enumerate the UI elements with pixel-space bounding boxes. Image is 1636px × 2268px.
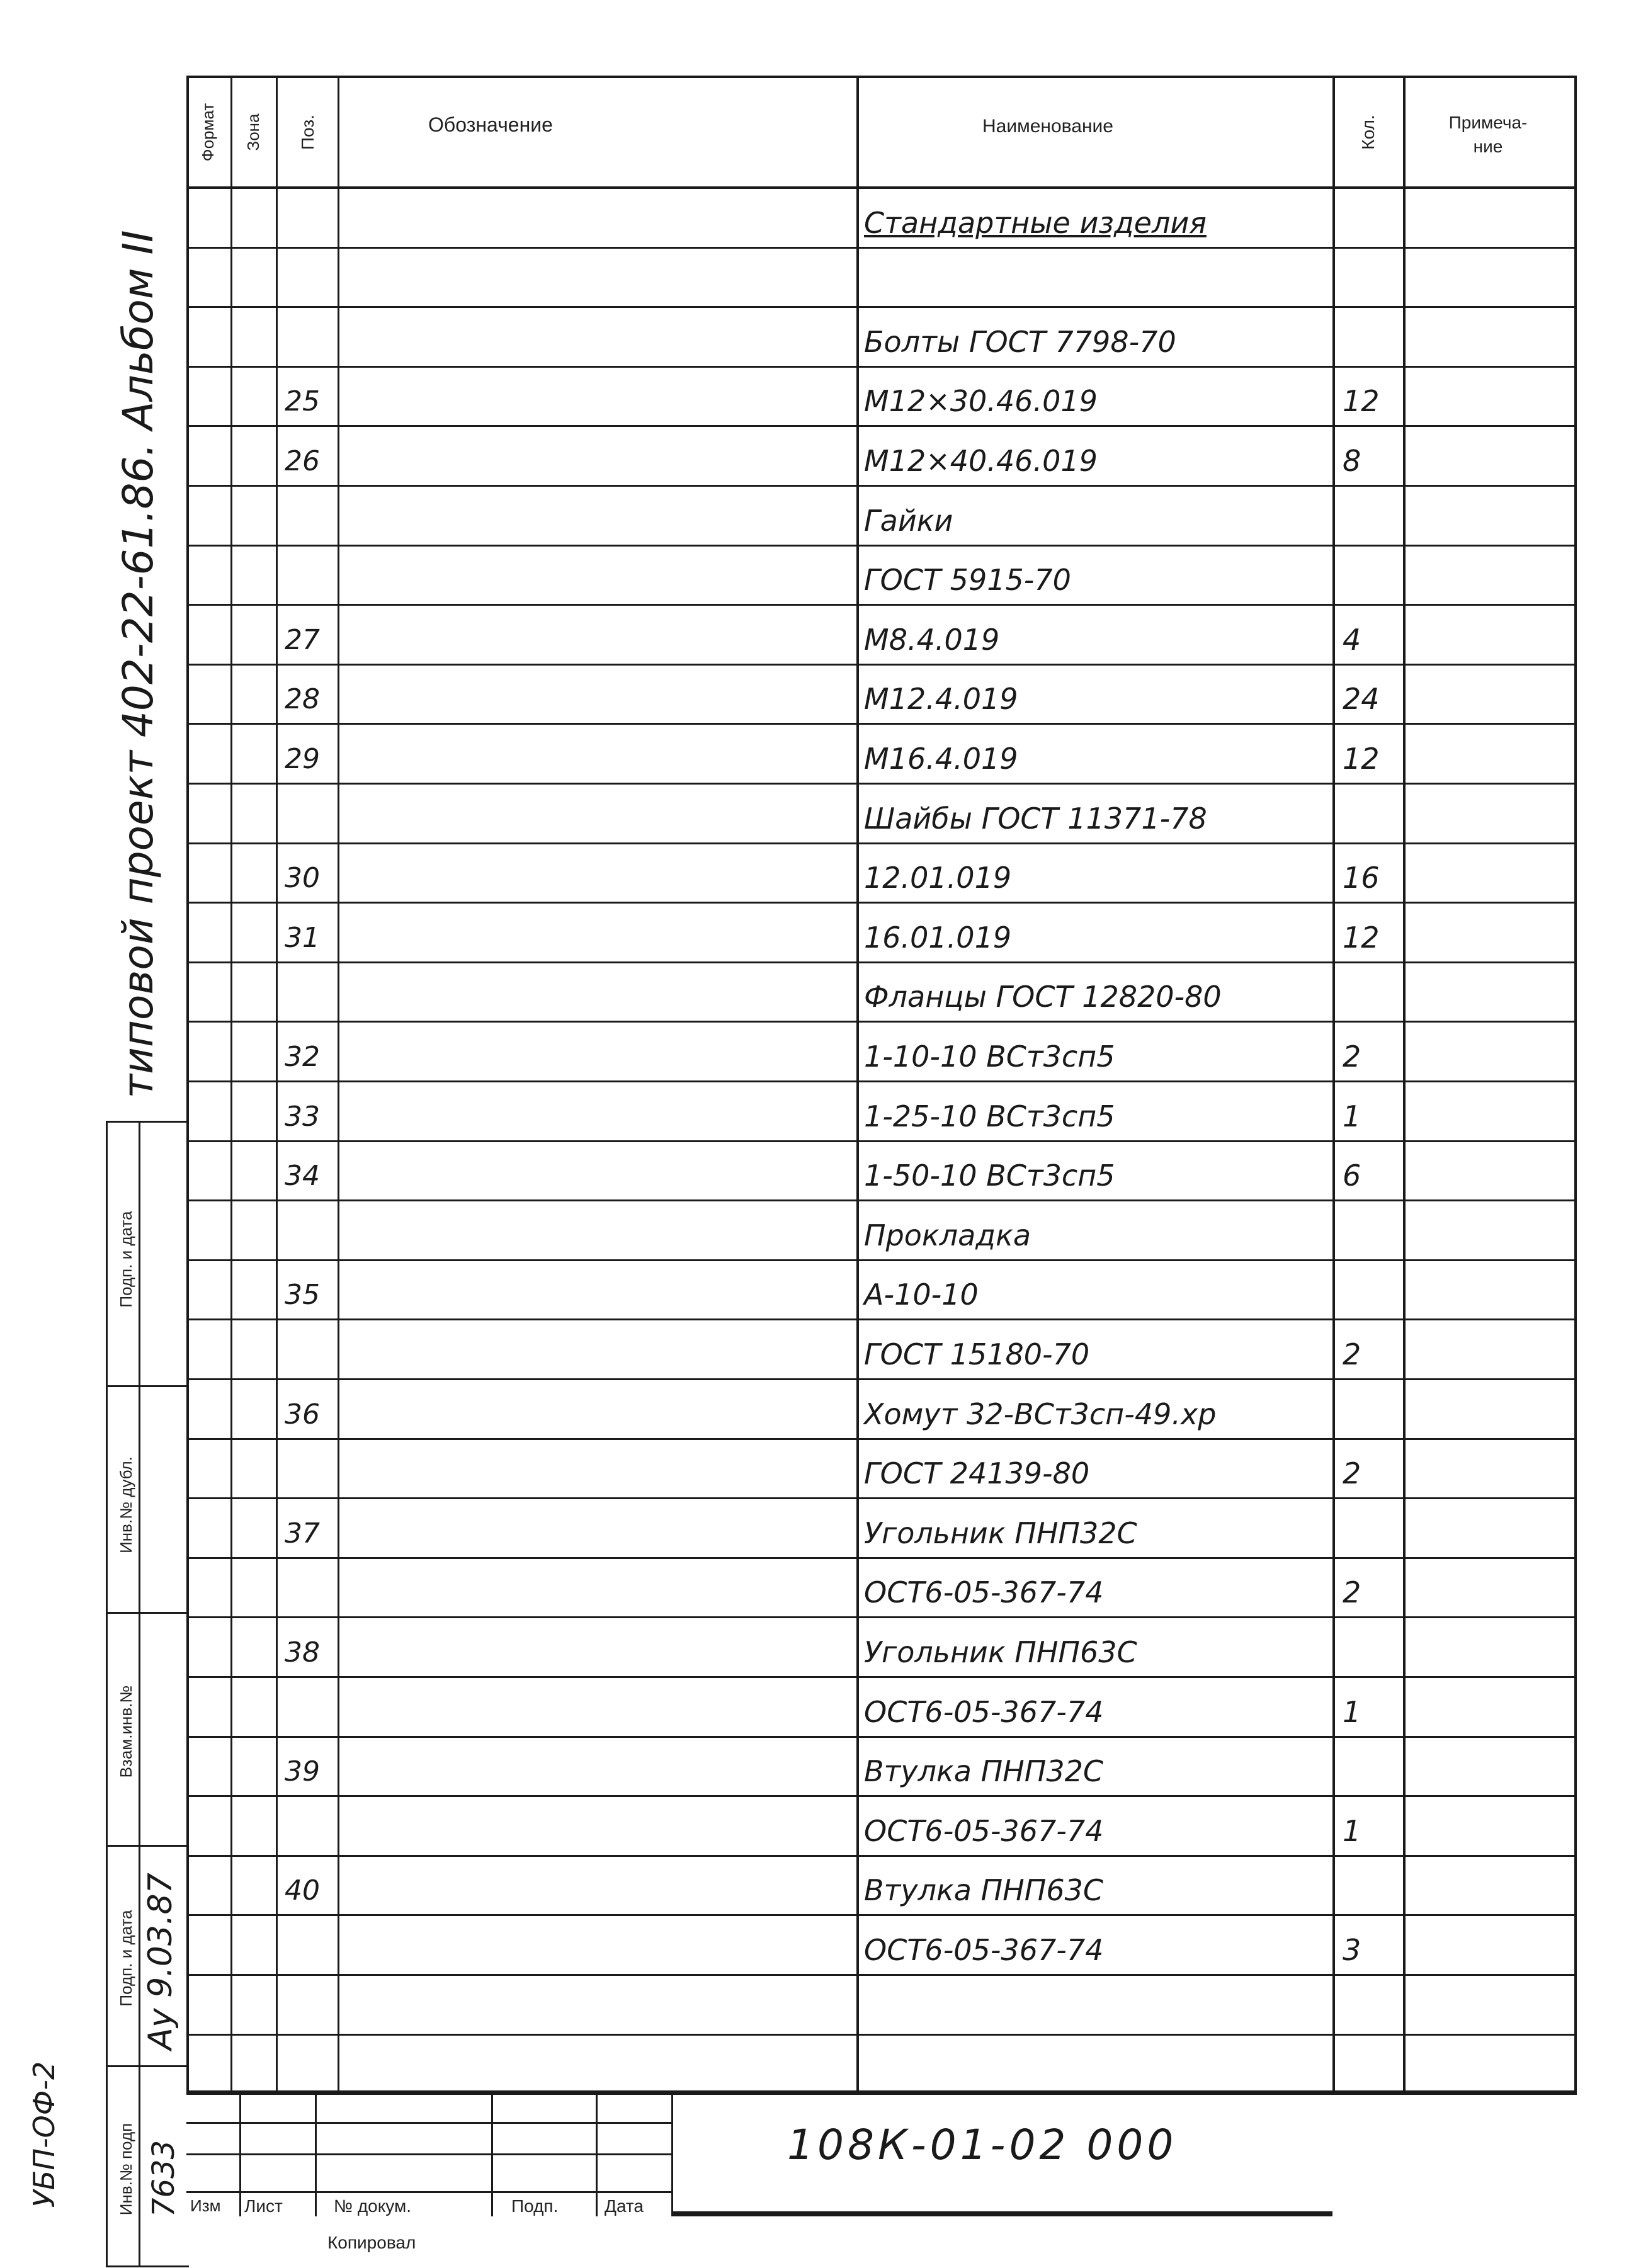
side-stamp: УБП-ОФ-2: [27, 2061, 61, 2208]
row-name: Шайбы ГОСТ 11371-78: [864, 801, 1207, 836]
table-row: [0, 249, 1636, 309]
row-qty: 2: [1343, 1575, 1361, 1610]
header-name: Наименование: [982, 116, 1113, 137]
table-row: [0, 547, 1636, 606]
row-name: Прокладка: [864, 1218, 1031, 1252]
row-name: Угольник ПНП63С: [864, 1635, 1137, 1669]
side-inv-number: 7633: [146, 2140, 181, 2218]
row-name: М12.4.019: [864, 682, 1018, 717]
row-divider: [186, 2093, 1577, 2095]
tb-label-izm: Изм: [190, 2196, 221, 2215]
row-name: ОСТ6-05-367-74: [864, 1813, 1104, 1848]
row-pos: 36: [285, 1398, 320, 1431]
row-name: ОСТ6-05-367-74: [864, 1932, 1104, 1967]
row-name: Гайки: [864, 503, 953, 538]
header-zone: Зона: [244, 113, 263, 151]
row-name: ГОСТ 5915-70: [864, 563, 1071, 598]
row-qty: 6: [1343, 1159, 1361, 1193]
table-row: [0, 1201, 1636, 1261]
row-name: Угольник ПНП32С: [864, 1516, 1137, 1550]
table-row: [0, 666, 1636, 725]
row-name: Фланцы ГОСТ 12820-80: [864, 980, 1222, 1014]
row-name: М8.4.019: [864, 622, 1000, 657]
table-row: [0, 1738, 1636, 1798]
table-row: [0, 1857, 1636, 1917]
row-name: ГОСТ 24139-80: [864, 1456, 1090, 1491]
tb-label-list: Лист: [244, 2196, 283, 2216]
row-pos: 35: [285, 1279, 320, 1312]
row-name: 12.01.019: [864, 861, 1012, 895]
row-qty: 16: [1343, 861, 1380, 895]
row-name: М16.4.019: [864, 741, 1018, 776]
table-row: [0, 1261, 1636, 1321]
row-name: М12×30.46.019: [864, 384, 1098, 419]
table-row: [0, 1023, 1636, 1082]
table-row: [0, 189, 1636, 249]
side-label-inv-dubl: Инв.№ дубл.: [116, 1456, 135, 1553]
table-row: [0, 963, 1636, 1023]
table-row: [0, 606, 1636, 666]
row-qty: 12: [1343, 920, 1380, 955]
row-pos: 40: [285, 1874, 320, 1907]
row-qty: 2: [1343, 1456, 1361, 1491]
row-name: Стандартные изделия: [864, 205, 1207, 240]
table-row: [0, 1916, 1636, 1976]
side-label-podp-data-1: Подп. и дата: [116, 1910, 135, 2007]
side-label-vzam: Взам.инв.№: [116, 1685, 135, 1778]
row-pos: 33: [285, 1100, 320, 1133]
table-row: [0, 368, 1636, 428]
table-row: [0, 1142, 1636, 1202]
table-row: [0, 1320, 1636, 1380]
doc-number: 108К-01-02 000: [787, 2121, 1178, 2169]
row-pos: 28: [285, 683, 320, 716]
row-pos: 31: [285, 921, 320, 954]
table-row: [0, 1976, 1636, 2036]
side-label-inv-podp: Инв.№ подп: [116, 2123, 135, 2216]
table-row: [0, 1678, 1636, 1738]
row-qty: 4: [1343, 622, 1361, 657]
row-qty: 2: [1343, 1039, 1361, 1074]
table-row: [0, 1440, 1636, 1500]
row-pos: 34: [285, 1160, 320, 1193]
table-row: [0, 308, 1636, 368]
row-pos: 25: [285, 385, 320, 418]
side-label-podp-data-2: Подп. и дата: [116, 1211, 135, 1308]
row-pos: 26: [285, 445, 320, 477]
table-row: [0, 2036, 1636, 2095]
row-name: 1-50-10 ВСт3сп5: [864, 1159, 1115, 1193]
row-pos: 39: [285, 1755, 320, 1788]
row-name: 16.01.019: [864, 920, 1012, 955]
tb-label-doc: № докум.: [334, 2196, 412, 2216]
row-qty: 12: [1343, 384, 1380, 419]
table-row: [0, 785, 1636, 844]
row-name: М12×40.46.019: [864, 443, 1098, 478]
row-pos: 29: [285, 742, 320, 775]
row-qty: 1: [1343, 1099, 1361, 1133]
table-row: [0, 725, 1636, 785]
table-row: [0, 487, 1636, 547]
row-qty: 3: [1343, 1932, 1361, 1967]
table-row: [0, 427, 1636, 487]
row-qty: 2: [1343, 1337, 1361, 1371]
tb-label-date: Дата: [605, 2196, 644, 2216]
row-name: ОСТ6-05-367-74: [864, 1575, 1104, 1610]
tb-copied: Копировал: [327, 2233, 416, 2252]
table-row: [0, 844, 1636, 904]
header-format: Формат: [198, 103, 217, 162]
row-qty: 1: [1343, 1694, 1361, 1729]
table-row: [0, 1499, 1636, 1559]
row-name: 1-10-10 ВСт3сп5: [864, 1039, 1115, 1074]
side-signature-date: Ау 9.03.87: [142, 1873, 179, 2050]
table-row: [0, 1618, 1636, 1678]
table-row: [0, 1380, 1636, 1440]
row-qty: 12: [1343, 741, 1380, 776]
header-designation: Обозначение: [428, 113, 553, 136]
row-qty: 24: [1343, 682, 1380, 717]
header-qty: Кол.: [1358, 115, 1378, 150]
row-pos: 32: [285, 1040, 320, 1073]
row-name: Втулка ПНП63С: [864, 1873, 1103, 1908]
table-row: [0, 1797, 1636, 1857]
row-pos: 37: [285, 1517, 320, 1550]
row-name: Втулка ПНП32С: [864, 1754, 1103, 1789]
row-name: Болты ГОСТ 7798-70: [864, 324, 1176, 359]
table-row: [0, 904, 1636, 963]
table-row: [0, 1559, 1636, 1619]
tb-label-sign: Подп.: [511, 2196, 559, 2216]
row-qty: 1: [1343, 1813, 1361, 1848]
row-pos: 38: [285, 1636, 320, 1669]
header-pos: Поз.: [298, 115, 317, 150]
row-name: ОСТ6-05-367-74: [864, 1694, 1104, 1729]
row-pos: 27: [285, 623, 320, 656]
table-row: [0, 1082, 1636, 1142]
row-qty: 8: [1343, 443, 1361, 478]
header-note: Примеча- ние: [1448, 113, 1528, 156]
row-name: ГОСТ 15180-70: [864, 1337, 1090, 1371]
album-title: типовой проект 402-22-61.86. Альбом II: [114, 230, 162, 1099]
row-name: 1-25-10 ВСт3сп5: [864, 1099, 1115, 1133]
row-name: А-10-10: [864, 1278, 979, 1312]
row-pos: 30: [285, 862, 320, 895]
row-name: Хомут 32-ВСт3сп-49.хр: [864, 1397, 1217, 1431]
